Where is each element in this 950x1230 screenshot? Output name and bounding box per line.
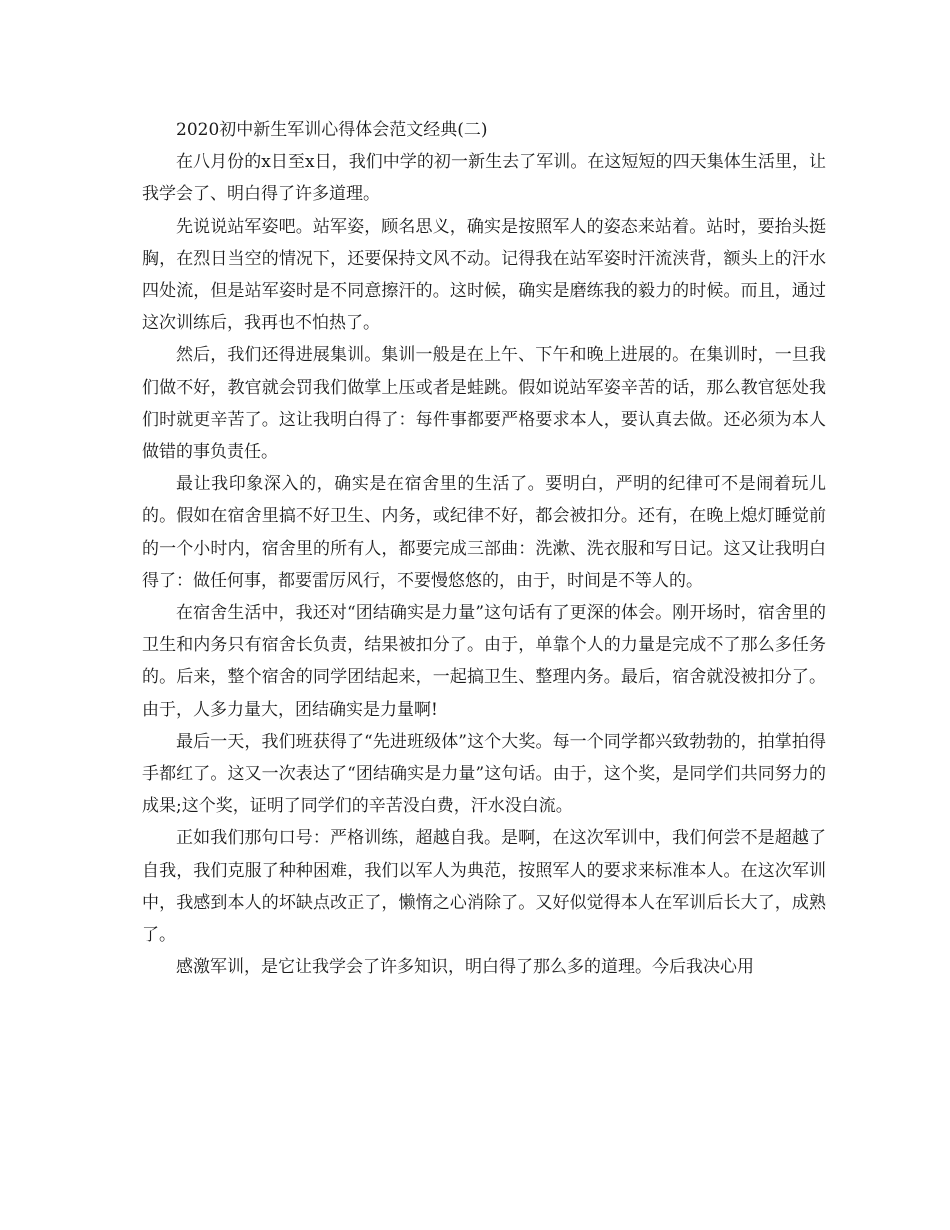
paragraph-6: 最后一天，我们班获得了“先进班级体”这个大奖。每一个同学都兴致勃勃的，拍掌拍得手都红了。这又一次表达了“团结确实是力量”这句话。由于，这个奖，是同学们共同努力的成果;这个奖，证明了同学们的辛苦没白费，汗水没白流。 [142, 731, 826, 817]
paragraph-1: 在八月份的x日至x日，我们中学的初一新生去了军训。在这短短的四天集体生活里，让我学会了、明白得了许多道理。 [142, 152, 826, 205]
document-body [142, 114, 826, 983]
paragraph-7: 正如我们那句口号：严格训练，超越自我。是啊，在这次军训中，我们何尝不是超越了自我，我们克服了种种困难，我们以军人为典范，按照军人的要求来标准本人。在这次军训中，我感到本人的坏缺点改正了，懒惰之心消除了。又好似觉得本人在军训后长大了，成熟了。 [142, 828, 826, 946]
paragraph-3: 然后，我们还得进展集训。集训一般是在上午、下午和晚上进展的。在集训时，一旦我们做不好，教官就会罚我们做掌上压或者是蛙跳。假如说站军姿辛苦的话，那么教官惩处我们时就更辛苦了。这让我明白得了：每件事都要严格要求本人，要认真去做。还必须为本人做错的事负责任。 [142, 345, 826, 463]
paragraph-4: 最让我印象深入的，确实是在宿舍里的生活了。要明白，严明的纪律可不是闹着玩儿的。假如在宿舍里搞不好卫生、内务，或纪律不好，都会被扣分。还有，在晚上熄灯睡觉前的一个小时内，宿舍里的所有人，都要完成三部曲：洗漱、洗衣服和写日记。这又让我明白得了：做任何事，都要雷厉风行，不要慢悠悠的，由于，时间是不等人的。 [142, 474, 826, 591]
paragraph-5: 在宿舍生活中，我还对“团结确实是力量”这句话有了更深的体会。刚开场时，宿舍里的卫生和内务只有宿舍长负责，结果被扣分了。由于，单靠个人的力量是完成不了那么多任务的。后来，整个宿舍的同学团结起来，一起搞卫生、整理内务。最后，宿舍就没被扣分了。由于，人多力量大，团结确实是力量啊! [142, 603, 826, 720]
paragraph-2: 先说说站军姿吧。站军姿，顾名思义，确实是按照军人的姿态来站着。站时，要抬头挺胸，在烈日当空的情况下，还要保持文风不动。记得我在站军姿时汗流浃背，额头上的汗水四处流，但是站军姿时是不同意擦汗的。这时候，确实是磨练我的毅力的时候。而且，通过这次训练后，我再也不怕热了。 [142, 216, 826, 334]
paragraph-8: 感激军训，是它让我学会了许多知识，明白得了那么多的道理。今后我决心用 [176, 957, 754, 978]
document-title: 2020初中新生军训心得体会范文经典(二) [176, 120, 488, 140]
